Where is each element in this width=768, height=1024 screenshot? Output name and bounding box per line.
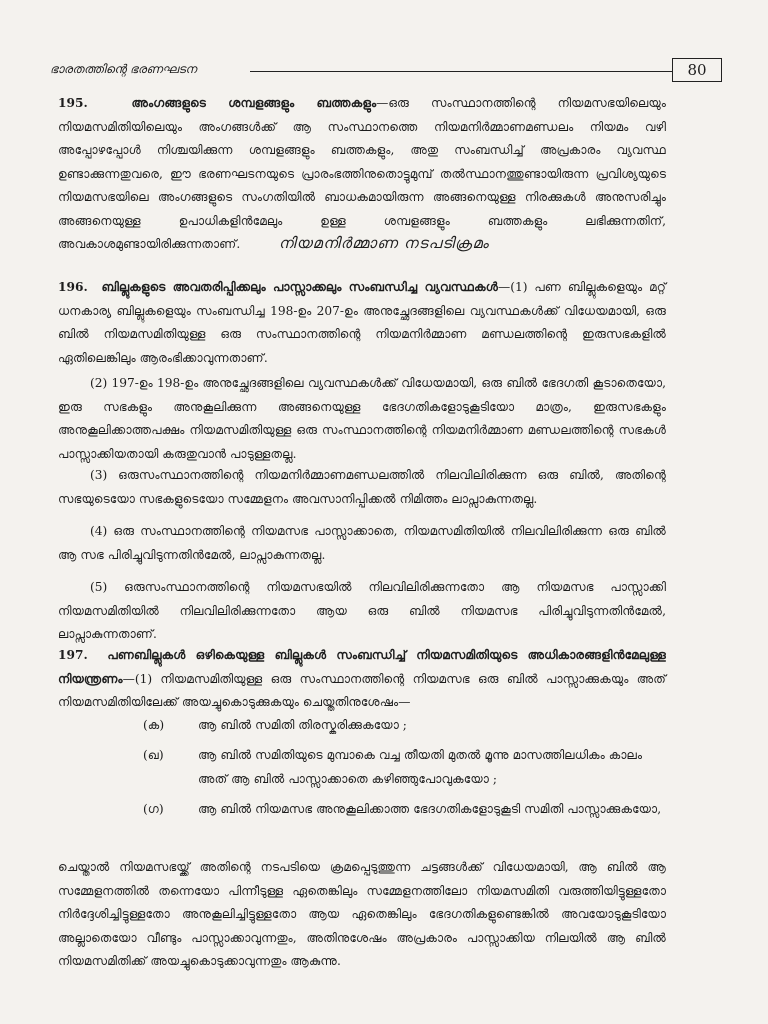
clause-text: (2) 197-ഉം 198-ഉം അനുച്ഛേദങ്ങളിലെ വ്യവസ്ഥകൾക്ക് വിധേയമായി, ഒരു ബിൽ ഭേദഗതി കൂടാതെയോ, ഇരു സഭകളും അനുകൂലിക്കുന്ന അങ്ങനെയുള്ള ഭേദഗതികളോടുകൂടിയോ മാത്രം, ഇരുസഭകളും അനുകൂലിക്കാത്തപക്ഷം നിയമസമിതിയുള്ള ഒരു സംസ്ഥാനത്തിന്റെ നിയമനിർമ്മാണ മണ്ഡലത്തിന്റെ സഭകൾ പാസ്സാക്കിയതായി കരുതുവാൻ പാടുള്ളതല്ല.	[58, 376, 666, 461]
article-title: അംഗങ്ങളുടെ ശമ്പളങ്ങളും ബത്തകളും	[131, 96, 377, 110]
section-heading: നിയമനിർമ്മാണ നടപടിക്രമം	[278, 234, 490, 252]
clause-text: (4) ഒരു സംസ്ഥാനത്തിന്റെ നിയമസഭ പാസ്സാക്കാതെ, നിയമസമിതിയിൽ നിലവിലിരിക്കുന്ന ഒരു ബിൽ ആ സഭ പിരിച്ചുവിടുന്നതിൻമേൽ, ലാപ്സാകുന്നതല്ല.	[58, 524, 666, 562]
sub-clause-label: (ഖ)	[143, 748, 164, 762]
article-196-clause-2	[58, 372, 666, 466]
clause-text: (5) ഒരുസംസ്ഥാനത്തിന്റെ നിയമസഭയിൽ നിലവിലിരിക്കുന്നതോ ആ നിയമസഭ പാസ്സാക്കി നിയമസമിതിയിൽ നിലവിലിരിക്കുന്നതോ ആയ ഒരു ബിൽ നിയമസഭ പിരിച്ചുവിടുന്നതിൻമേൽ, ലാപ്സാകുന്നതാണ്.	[58, 580, 666, 641]
clause-text: (3) ഒരുസംസ്ഥാനത്തിന്റെ നിയമനിർമ്മാണമണ്ഡലത്തിൽ നിലവിലിരിക്കുന്ന ഒരു ബിൽ, അതിന്റെ സഭയുടെയോ സഭകളുടെയോ സമ്മേളനം അവസാനിപ്പിക്കൽ നിമിത്തം ലാപ്സാകുന്നതല്ല.	[58, 468, 666, 506]
sub-clause-label: (ക)	[143, 718, 165, 732]
article-title: ബില്ലുകളുടെ അവതരിപ്പിക്കലും പാസ്സാക്കലും സംബന്ധിച്ച വ്യവസ്ഥകൾ	[101, 280, 499, 294]
article-196-clause-3	[58, 464, 666, 511]
clause-text: —(1) നിയമസമിതിയുള്ള ഒരു സംസ്ഥാനത്തിന്റെ നിയമസഭ ഒരു ബിൽ പാസ്സാക്കുകയും അത് നിയമസമിതിയിലേക്ക് അയച്ചുകൊടുക്കുകയും ചെയ്തതിനുശേഷം—	[58, 671, 666, 709]
header-rule	[250, 71, 672, 72]
page-number: 80	[672, 58, 722, 82]
running-title: ഭാരതത്തിന്റെ ഭരണഘടന	[50, 62, 197, 76]
clause-text: ചെയ്താൽ നിയമസഭയ്ക്ക് അതിന്റെ നടപടിയെ ക്രമപ്പെടുത്തുന്ന ചട്ടങ്ങൾക്ക് വിധേയമായി, ആ ബിൽ ആ സമ്മേളനത്തിൽ തന്നെയോ പിന്നീടുള്ള ഏതെങ്കിലും സമ്മേളനത്തിലോ നിയമസമിതി വരുത്തിയിട്ടുള്ളതോ നിർദ്ദേശിച്ചിട്ടുള്ളതോ അനുകൂലിച്ചിട്ടുള്ളതോ ആയ ഏതെങ്കിലും ഭേദഗതികളുണ്ടെങ്കിൽ അവയോടുകൂടിയോ അല്ലാതെയോ വീണ്ടും പാസ്സാക്കാവുന്നതും, അതിനുശേഷം അപ്രകാരം പാസ്സാക്കിയ നിലയിൽ ആ ബിൽ നിയമസമിതിക്ക് അയച്ചുകൊടുക്കാവുന്നതും ആകുന്നു.	[58, 860, 666, 968]
page-header	[50, 58, 722, 84]
article-196	[58, 276, 666, 370]
article-195	[58, 92, 666, 257]
sub-clause-label: (ഗ)	[143, 802, 164, 816]
sub-clause-text: ആ ബിൽ നിയമസഭ അനുകൂലിക്കാത്ത ഭേദഗതികളോടുകൂടി സമിതി പാസ്സാക്കുകയോ,	[198, 802, 662, 816]
sub-clause-text: ആ ബിൽ സമിതി തിരസ്കരിക്കുകയോ ;	[198, 718, 407, 732]
clause-1	[58, 276, 666, 370]
article-196-clause-5	[58, 576, 666, 647]
sub-clause-text: ആ ബിൽ സമിതിയുടെ മുമ്പാകെ വച്ച തീയതി മുതൽ മൂന്നു മാസത്തിലധികം കാലം അത് ആ ബിൽ പാസ്സാക്കാതെ കഴിഞ്ഞുപോവുകയോ ;	[198, 748, 643, 786]
article-number: 195.	[58, 96, 88, 110]
article-number: 196.	[58, 280, 88, 294]
article-number: 197.	[58, 648, 88, 662]
article-197	[58, 644, 666, 715]
article-title: പണബില്ലുകൾ ഒഴികെയുള്ള ബില്ലുകൾ സംബന്ധിച്ച് നിയമസമിതിയുടെ അധികാരങ്ങളിൻമേലുള്ള നിയന്ത്രണം	[58, 648, 667, 686]
sub-clause	[58, 798, 666, 822]
sub-clause	[58, 744, 666, 791]
article-197-closing	[58, 856, 666, 974]
article-196-clause-4	[58, 520, 666, 567]
article-body: —ഒരു സംസ്ഥാനത്തിന്റെ നിയമസഭയിലെയും നിയമസമിതിയിലെയും അംഗങ്ങൾക്ക് ആ സംസ്ഥാനത്തെ നിയമനിർമ്മാണമണ്ഡലം നിയമം വഴി അപ്പോഴപ്പോൾ നിശ്ചയിക്കുന്ന ശമ്പളങ്ങളും ബത്തകളും, അതു സംബന്ധിച്ച് അപ്രകാരം വ്യവസ്ഥ ഉണ്ടാക്കുന്നതുവരെ, ഈ ഭരണഘടനയുടെ പ്രാരംഭത്തിനുതൊട്ടുമുമ്പ് തൽസ്ഥാനത്തുണ്ടായിരുന്ന പ്രവിശ്യയുടെ നിയമസഭയിലെ അംഗങ്ങളുടെ സംഗതിയിൽ ബാധകമായിരുന്ന അങ്ങനെയുള്ള നിരക്കുകൾ അനുസരിച്ചും അങ്ങനെയുള്ള ഉപാധികളിൻമേലും ഉള്ള ശമ്പളങ്ങളും ബത്തകളും ലഭിക്കുന്നതിന്, അവകാശമുണ്ടായിരിക്കുന്നതാണ്.	[58, 96, 666, 251]
clause-text: —(1) പണ ബില്ലുകളെയും മറ്റ് ധനകാര്യ ബില്ലുകളെയും സംബന്ധിച്ച 198-ഉം 207-ഉം അനുച്ഛേദങ്ങളിലെ വ്യവസ്ഥകൾക്ക് വിധേയമായി, ഒരു ബിൽ നിയമസമിതിയുള്ള ഒരു സംസ്ഥാനത്തിന്റെ നിയമനിർമ്മാണ മണ്ഡലത്തിന്റെ ഇരുസഭകളിൽ ഏതിലെങ്കിലും ആരംഭിക്കാവുന്നതാണ്.	[58, 280, 667, 365]
sub-clause	[58, 714, 666, 738]
